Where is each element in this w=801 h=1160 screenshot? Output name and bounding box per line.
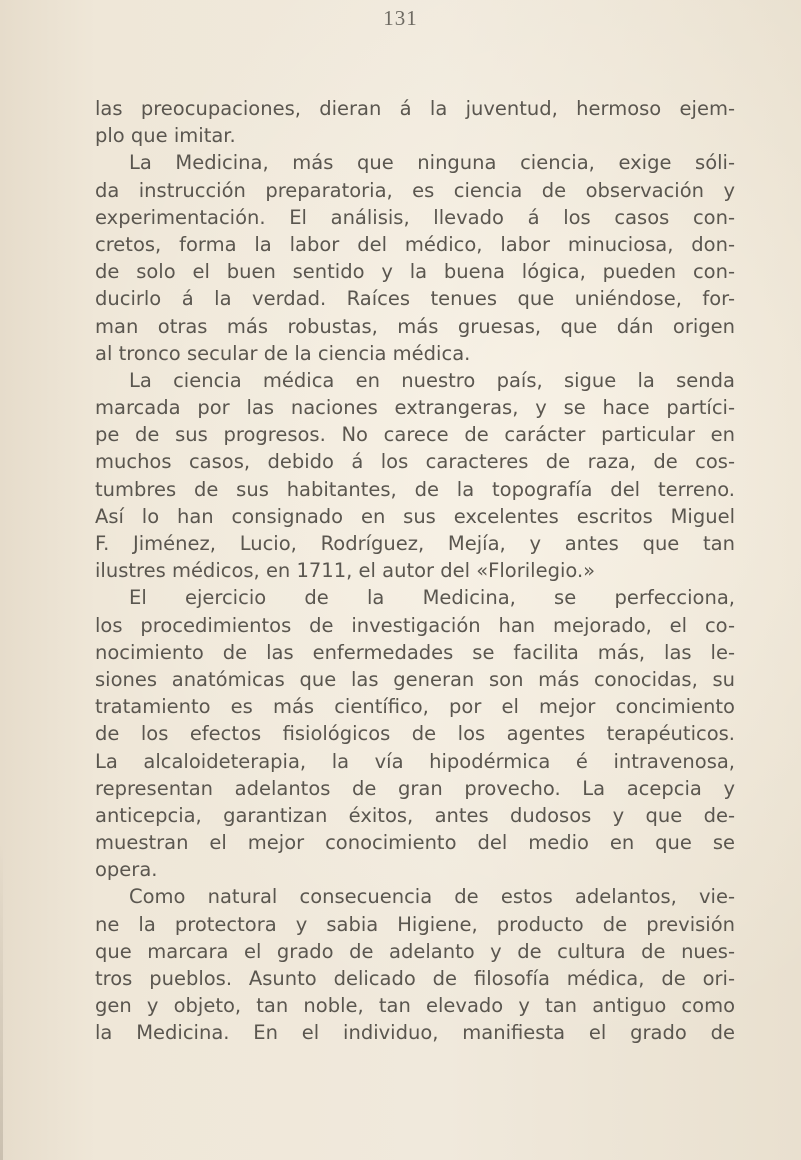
text-line: El ejercicio de la Medicina, se perfecciona,: [129, 586, 735, 610]
page-number: 131: [383, 6, 418, 30]
text-line: tumbres de sus habitantes, de la topografía del terreno.: [95, 477, 735, 501]
text-line: de solo el buen sentido y la buena lógica, pueden con-: [95, 260, 735, 284]
text-line: anticepcia, garantizan éxitos, antes dudosos y que de-: [95, 803, 735, 827]
text-line: experimentación. El análisis, llevado á los casos con-: [95, 205, 735, 229]
text-line: al tronco secular de la ciencia médica.: [95, 341, 471, 365]
text-line: Como natural consecuencia de estos adelantos, vie-: [129, 885, 735, 909]
text-line: las preocupaciones, dieran á la juventud, hermoso ejem-: [95, 97, 735, 120]
text-line: nocimiento de las enfermedades se facilita más, las le-: [95, 640, 735, 664]
text-line: gen y objeto, tan noble, tan elevado y tan antiguo como: [95, 994, 735, 1018]
text-line: cretos, forma la labor del médico, labor minuciosa, don-: [95, 232, 735, 256]
text-line: plo que imitar.: [95, 124, 236, 148]
text-line: da instrucción preparatoria, es ciencia de observación y: [95, 178, 735, 202]
page-edge-shadow: [0, 840, 3, 1160]
text-line: ilustres médicos, en 1711, el autor del «Florilegio.»: [95, 559, 596, 583]
text-line: ne la protectora y sabia Higiene, producto de previsión: [95, 912, 735, 936]
text-line: La alcaloideterapia, la vía hipodérmica é intravenosa,: [95, 749, 735, 773]
text-line: los procedimientos de investigación han mejorado, el co-: [95, 613, 735, 637]
text-line: muchos casos, debido á los caracteres de raza, de cos-: [95, 450, 735, 474]
text-line: muestran el mejor conocimiento del medio en que se: [95, 831, 735, 855]
body-text: [95, 95, 735, 1047]
text-line: marcada por las naciones extrangeras, y se hace partíci-: [95, 396, 735, 420]
text-line: Así lo han consignado en sus excelentes escritos Miguel: [95, 504, 735, 528]
text-line: la Medicina. En el individuo, manifiesta el grado de: [95, 1021, 735, 1045]
text-line: pe de sus progresos. No carece de carácter particular en: [95, 423, 735, 447]
text-line: siones anatómicas que las generan son más conocidas, su: [95, 667, 735, 691]
text-line: La ciencia médica en nuestro país, sigue la senda: [129, 368, 735, 392]
text-line: opera.: [95, 858, 158, 882]
text-line: F. Jiménez, Lucio, Rodríguez, Mejía, y antes que tan: [95, 532, 735, 555]
text-line: La Medicina, más que ninguna ciencia, exige sóli-: [129, 151, 735, 175]
text-line: de los efectos fisiológicos de los agentes terapéuticos.: [95, 722, 735, 746]
text-line: tratamiento es más científico, por el mejor concimiento: [95, 695, 735, 719]
text-line: representan adelantos de gran provecho. La acepcia y: [95, 776, 735, 800]
text-line: ducirlo á la verdad. Raíces tenues que uniéndose, for-: [95, 287, 735, 311]
text-line: que marcara el grado de adelanto y de cultura de nues-: [95, 939, 735, 963]
text-line: tros pueblos. Asunto delicado de filosofía médica, de ori-: [95, 967, 735, 990]
text-line: man otras más robustas, más gruesas, que dán origen: [95, 314, 735, 338]
